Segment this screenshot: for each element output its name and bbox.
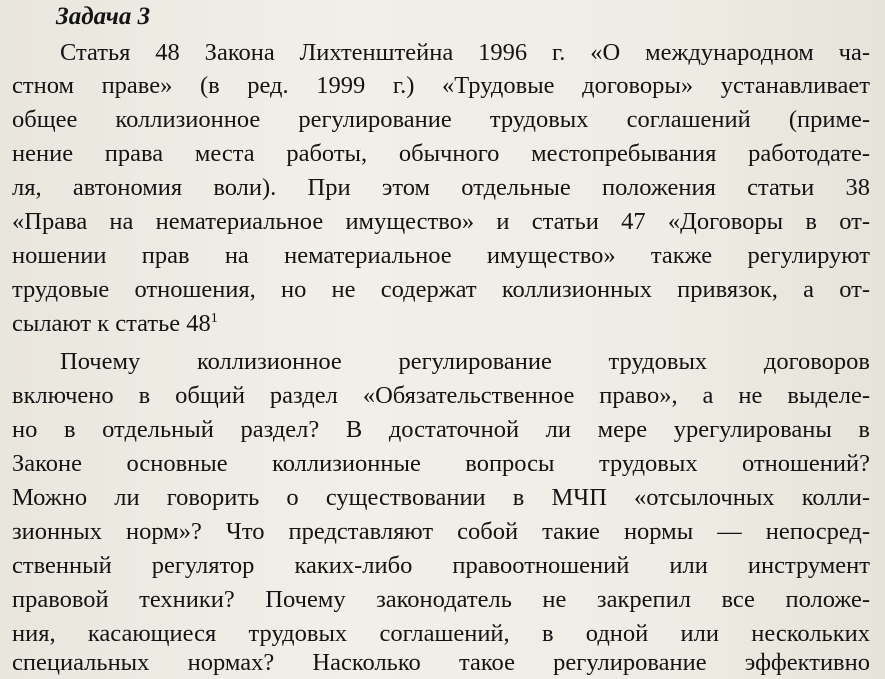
paragraph-2-line-10: специальных нормах? Насколько такое регулирование эффективно [12, 649, 870, 676]
paragraph-2-line-1: Почему коллизионное регулирование трудовых договоров [60, 348, 870, 375]
paragraph-2-line-9: ния, касающиеся трудовых соглашений, в одной или нескольких [12, 620, 870, 647]
paragraph-1-line-7: ношении прав на нематериальное имущество» также регулируют [12, 242, 870, 269]
paragraph-2-line-7: ственный регулятор каких-либо правоотношений или инструмент [12, 552, 870, 579]
paragraph-1-line-3: общее коллизионное регулирование трудовых соглашений (приме- [12, 106, 870, 133]
paragraph-1-line-1: Статья 48 Закона Лихтенштейна 1996 г. «О международном ча- [60, 39, 870, 66]
paragraph-1-line-5: ля, автономия воли). При этом отдельные положения статьи 38 [12, 174, 870, 201]
task-heading: Задача 3 [56, 3, 151, 30]
paragraph-2-line-3: но в отдельный раздел? В достаточной ли мере урегулированы в [12, 416, 870, 443]
paragraph-1-line-8: трудовые отношения, но не содержат коллизионных привязок, а от- [12, 276, 870, 303]
paragraph-2-line-6: зионных норм»? Что представляют собой такие нормы — непосред- [12, 518, 870, 545]
paragraph-2-line-5: Можно ли говорить о существовании в МЧП «отсылочных колли- [12, 484, 870, 511]
footnote-mark: 1 [210, 311, 218, 326]
paragraph-2-line-4: Законе основные коллизионные вопросы трудовых отношений? [12, 450, 870, 477]
paragraph-1-line-2: стном праве» (в ред. 1999 г.) «Трудовые договоры» устанавливает [12, 72, 870, 99]
paragraph-2-line-2: включено в общий раздел «Обязательственное право», а не выделе- [12, 382, 870, 409]
paragraph-1-last-line-text: сылают к статье 48 [12, 310, 211, 337]
paragraph-1-line-6: «Права на нематериальное имущество» и статьи 47 «Договоры в от- [12, 208, 870, 235]
paragraph-1-line-9 [12, 307, 870, 340]
paragraph-1-line-4: нение права места работы, обычного местопребывания работодате- [12, 140, 870, 167]
paragraph-2-line-8: правовой техники? Почему законодатель не закрепил все положе- [12, 586, 870, 613]
